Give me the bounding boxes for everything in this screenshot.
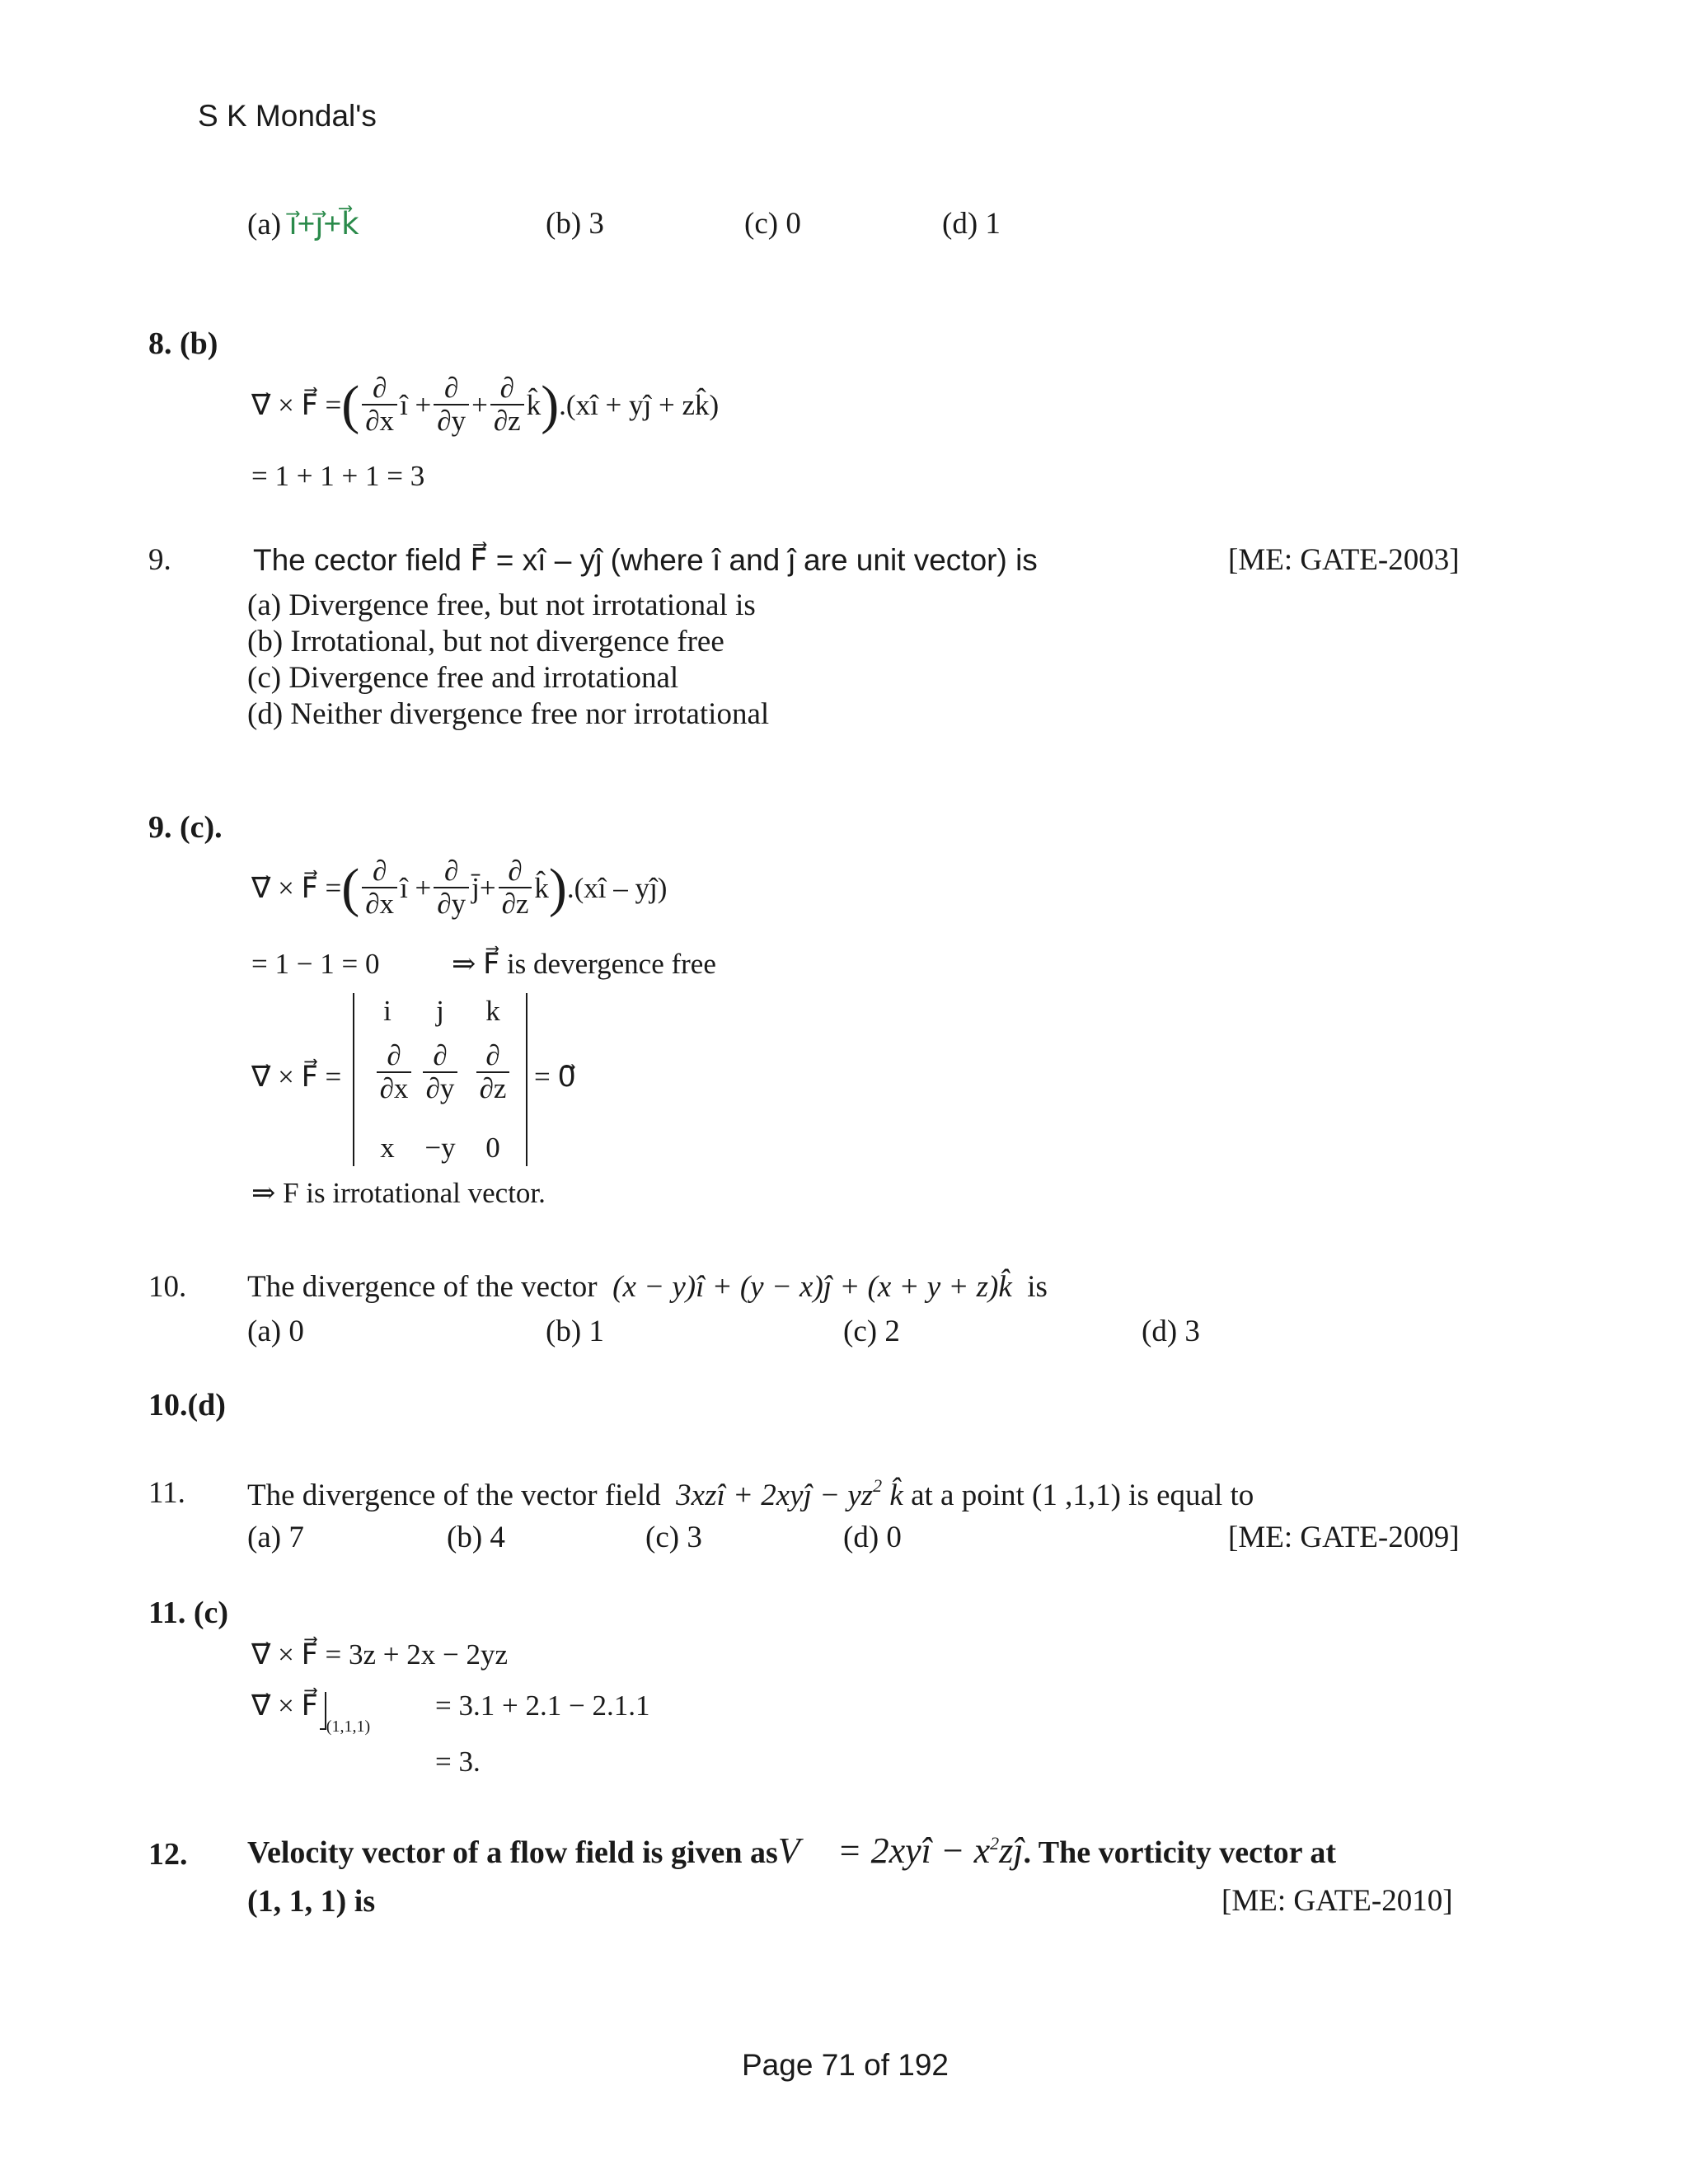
det-partial-z: $\frac{\partial}{\partial z}$ — [460, 1041, 526, 1104]
answer-11-line1: ∇⃗ × F⃗ = 3z + 2x − 2yz — [251, 1638, 509, 1671]
q12-stem-line2: (1, 1, 1) is — [247, 1884, 376, 1919]
q7-option-c: (c) 0 — [744, 207, 801, 241]
answer-8-label: 8. (b) — [148, 326, 218, 361]
q12-stem-line1 — [247, 1830, 1541, 1872]
answer-8-result: = 1 + 1 + 1 = 3 — [251, 460, 425, 492]
curl-rhs: = 0⃗ — [534, 1061, 576, 1093]
q7-option-d: (d) 1 — [942, 207, 1001, 241]
q10-number: 10. — [148, 1270, 187, 1304]
q11-expression: 3xzî + 2xyĵ − $yz^2$ k̂ — [676, 1475, 903, 1512]
q11-stem — [247, 1475, 1254, 1513]
answer-9-vector: .(xî – yĵ) — [566, 872, 668, 904]
answer-9-conclusion: ⇒ F⃗ is devergence free — [452, 948, 716, 980]
q7-option-a-label: (a) — [247, 208, 289, 241]
j-bar: j̄ — [471, 872, 480, 904]
q12-expression: V⃗ = 2xyî − $x^2zĵ$ — [777, 1830, 1024, 1871]
q9-tag: [ME: GATE-2003] — [1228, 543, 1460, 577]
left-paren: ( — [341, 375, 360, 435]
det-partial-y: $\frac{\partial}{\partial y}$ — [407, 1041, 473, 1104]
det-cell-i: i — [383, 995, 392, 1027]
q12-stem-a: Velocity vector of a flow field is given as — [247, 1835, 778, 1870]
q11-option-a: (a) 7 — [247, 1521, 304, 1554]
answer-9-result: = 1 − 1 = 0 — [251, 948, 380, 980]
q9-stem: The cector field F⃗ = xî – yĵ (where î and ĵ are unit vector) is — [253, 543, 1038, 577]
answer-11-label: 11. (c) — [148, 1596, 229, 1630]
partial-y-fraction: $\frac{\partial}{\partial y}$ — [434, 856, 469, 920]
answer-11-line3: = 3. — [435, 1746, 481, 1778]
right-paren: ) — [548, 858, 567, 918]
q11-stem-suffix: at a point (1 ,1,1) is equal to — [911, 1479, 1254, 1512]
right-paren: ) — [541, 375, 560, 435]
q12-number: 12. — [148, 1837, 188, 1872]
q7-option-b: (b) 3 — [546, 207, 604, 241]
curl-lhs: ∇⃗ × F⃗ = — [251, 1061, 342, 1093]
q11-stem-prefix: The divergence of the vector field — [247, 1479, 661, 1512]
partial-x-fraction: $\frac{\partial}{\partial x}$ — [362, 856, 397, 920]
q11-option-d: (d) 0 — [843, 1521, 902, 1554]
det-partial-x: $\frac{\partial}{\partial x}$ — [361, 1041, 427, 1104]
k-hat: k̂ — [526, 389, 542, 421]
q10-stem-prefix: The divergence of the vector — [247, 1270, 598, 1304]
q9-number: 9. — [148, 543, 171, 577]
q9-option-d: (d) Neither divergence free nor irrotational — [247, 697, 770, 731]
q10-option-b: (b) 1 — [546, 1315, 604, 1348]
partial-z-fraction: $\frac{\partial}{\partial z}$ — [490, 373, 524, 437]
i-hat: î — [400, 872, 408, 904]
answer-8-vector: .(xî + yĵ + zk̂) — [559, 389, 720, 421]
answer-11-line2-rhs: = 3.1 + 2.1 − 2.1.1 — [435, 1690, 650, 1722]
q10-option-d: (d) 3 — [1142, 1315, 1200, 1348]
det-cell-zero: 0 — [485, 1132, 500, 1164]
q10-option-a: (a) 0 — [247, 1315, 304, 1348]
partial-y-fraction: $\frac{\partial}{\partial y}$ — [434, 373, 469, 437]
answer-9-final: ⇒ F is irrotational vector. — [251, 1177, 546, 1209]
q11-option-c: (c) 3 — [645, 1521, 702, 1554]
curl-determinant — [353, 993, 528, 1166]
evaluation-point: (1,1,1) — [326, 1718, 371, 1736]
q10-stem-suffix: is — [1027, 1270, 1048, 1304]
answer-9-lhs: ∇⃗ × F⃗ = — [251, 872, 342, 904]
answer-8-lhs: ∇⃗ × F⃗ = — [251, 389, 342, 421]
evaluation-bracket — [320, 1692, 326, 1730]
det-cell-neg-y: −y — [424, 1132, 456, 1164]
q9-option-a: (a) Divergence free, but not irrotational is — [247, 588, 756, 622]
answer-11-line2-lhs: ∇⃗ × $F⃗_{(1,1,1)}$ — [251, 1690, 371, 1736]
q11-number: 11. — [148, 1476, 185, 1510]
q10-stem — [247, 1269, 1048, 1305]
q12-tag: [ME: GATE-2010] — [1221, 1884, 1453, 1918]
det-cell-j: j — [436, 995, 444, 1027]
q11-tag: [ME: GATE-2009] — [1228, 1521, 1460, 1554]
q7-option-a — [247, 206, 359, 242]
left-paren: ( — [341, 858, 360, 918]
page-number: Page 71 of 192 — [742, 2048, 949, 2082]
q10-expression: (x − y)î + (y − x)ĵ + (x + y + z)k̂ — [612, 1270, 1012, 1304]
answer-9-label: 9. (c). — [148, 810, 223, 845]
partial-z-fraction: $\frac{\partial}{\partial z}$ — [499, 856, 532, 920]
q9-option-b: (b) Irrotational, but not divergence free — [247, 625, 724, 658]
answer-9-divergence-expr: ∇⃗ × F⃗ = ( $\frac{\partial}{\partial x}$ î + $\frac{\partial}{\partial y}$ j̄ + $\frac{\partial}{\partial z}$ k̂ ) .(xî – yĵ) — [251, 855, 668, 921]
det-cell-x: x — [380, 1132, 395, 1164]
q9-option-c: (c) Divergence free and irrotational — [247, 661, 679, 695]
i-hat: î — [400, 389, 408, 421]
q7-option-a-expr: i⃗+j⃗+k⃗ — [288, 207, 359, 241]
q11-option-b: (b) 4 — [447, 1521, 505, 1554]
det-cell-k: k — [485, 995, 500, 1027]
q10-option-c: (c) 2 — [843, 1315, 900, 1348]
k-hat: k̂ — [534, 872, 549, 904]
partial-x-fraction: $\frac{\partial}{\partial x}$ — [362, 373, 397, 437]
header-author: S K Mondal's — [198, 99, 377, 133]
answer-10-label: 10.(d) — [148, 1388, 226, 1422]
q12-stem-b: . The vorticity vector at — [1023, 1835, 1336, 1870]
answer-8-divergence-expr: ∇⃗ × F⃗ = ( $\frac{\partial}{\partial x}$ î + $\frac{\partial}{\partial y}$ + $\frac{\partial}{\partial z}$ k̂ ) .(xî + yĵ + zk̂) — [251, 372, 720, 438]
